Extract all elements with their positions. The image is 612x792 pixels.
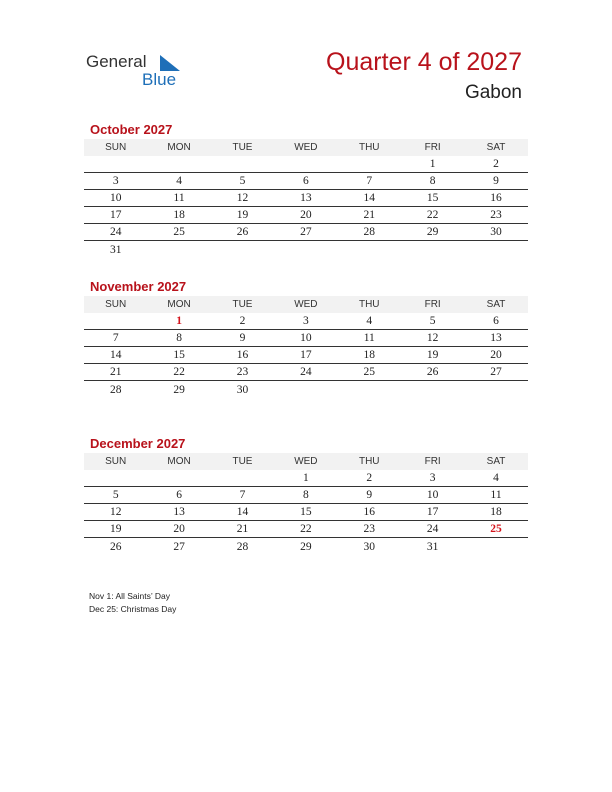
date-cell: 13 [173,506,185,518]
week-row [84,156,528,173]
month-title: November 2027 [90,279,187,294]
date-cell: 24 [109,226,122,238]
weekday-label: WED [294,299,318,310]
week-row [84,521,528,538]
date-cell: 4 [366,315,373,327]
weekday-label: THU [358,299,380,310]
weekday-label: FRI [424,456,441,467]
date-cell: 25 [173,226,185,238]
date-cell: 30 [236,383,249,396]
date-cell: 22 [426,209,439,221]
date-cell: 27 [173,540,185,553]
date-cell: 21 [109,366,122,378]
weekday-label: MON [167,299,191,310]
date-cell: 28 [236,540,249,553]
date-cell: 19 [426,349,439,361]
date-cell: 13 [300,192,312,204]
date-cell: 10 [426,489,439,501]
date-cell: 4 [176,175,182,187]
date-cell: 6 [493,315,499,327]
holiday-note: Dec 25: Christmas Day [89,603,177,614]
month-november [84,279,528,398]
logo-triangle-icon [160,55,180,71]
weekday-label: TUE [232,299,253,310]
week-row [84,330,528,347]
month-title: December 2027 [90,436,186,451]
weekday-header [84,453,528,470]
weekday-label: MON [167,142,191,153]
week-row [84,538,528,555]
date-cell: 16 [363,506,375,518]
week-row [84,173,528,190]
weekday-label: WED [294,456,318,467]
week-row [84,207,528,224]
logo [86,52,196,92]
date-cell: 10 [109,192,122,204]
date-cell: 8 [176,332,182,344]
weekday-label: MON [167,456,191,467]
date-cell: 3 [112,175,119,187]
date-cell: 9 [366,489,373,501]
date-cell: 14 [236,506,249,518]
date-cell: 26 [236,226,249,238]
weekday-label: FRI [424,299,441,310]
holiday-date: 25 [490,523,502,535]
holiday-note: Nov 1: All Saints’ Day [89,591,170,601]
date-cell: 30 [363,540,375,553]
week-row [84,224,528,241]
date-cell: 20 [490,349,502,361]
date-cell: 3 [429,472,436,484]
date-cell: 12 [426,332,439,344]
weekday-label: THU [358,142,380,153]
date-cell: 9 [493,175,499,187]
date-cell: 5 [429,315,436,327]
weekday-header [84,139,528,156]
week-row [84,487,528,504]
week-row [84,364,528,381]
weekday-label: SAT [486,299,506,310]
date-cell: 15 [426,192,439,204]
date-cell: 12 [236,192,249,204]
week-row [84,504,528,521]
date-cell: 17 [109,209,122,221]
date-cell: 6 [302,175,309,187]
date-cell: 20 [300,209,312,221]
weekday-label: TUE [232,456,253,467]
date-cell: 7 [239,489,246,501]
week-row [84,241,528,258]
date-cell: 14 [363,192,375,204]
holiday-notes [89,590,176,615]
date-cell: 24 [426,523,439,535]
date-cell: 28 [363,226,375,238]
date-cell: 8 [429,175,436,187]
date-cell: 2 [366,472,373,484]
date-cell: 26 [426,366,439,378]
page-title: Quarter 4 of 2027 [326,48,522,76]
date-cell: 7 [112,332,119,344]
weekday-label: SUN [105,142,127,153]
weekday-label: THU [358,456,380,467]
date-cell: 11 [490,489,502,501]
date-cell: 21 [236,523,249,535]
date-cell: 19 [236,209,249,221]
date-cell: 18 [490,506,502,518]
logo-general-text: General [86,52,147,71]
date-cell: 7 [366,175,373,187]
date-cell: 18 [363,349,375,361]
weekday-label: SUN [105,456,127,467]
date-cell: 11 [363,332,375,344]
date-cell: 23 [236,366,249,378]
date-cell: 22 [300,523,312,535]
date-cell: 27 [300,226,312,238]
date-cell: 20 [173,523,185,535]
weekday-label: SAT [486,142,506,153]
date-cell: 18 [173,209,185,221]
date-cell: 15 [173,349,185,361]
week-row [84,381,528,398]
date-cell: 23 [363,523,375,535]
date-cell: 24 [300,366,312,378]
date-cell: 8 [302,489,309,501]
date-cell: 5 [239,175,246,187]
date-cell: 29 [426,226,439,238]
date-cell: 19 [109,523,122,535]
date-cell: 3 [302,315,309,327]
holiday-date: 1 [176,315,182,327]
date-cell: 10 [300,332,312,344]
logo-blue-text: Blue [142,70,177,89]
date-cell: 31 [426,540,439,553]
week-row [84,313,528,330]
date-cell: 26 [109,540,122,553]
date-cell: 29 [173,383,185,396]
date-cell: 15 [300,506,312,518]
date-cell: 2 [493,158,499,170]
month-october [84,122,528,258]
weekday-header [84,296,528,313]
date-cell: 29 [300,540,312,553]
date-cell: 23 [490,209,502,221]
week-row [84,190,528,207]
date-cell: 11 [173,192,185,204]
date-cell: 27 [490,366,502,378]
week-row [84,347,528,364]
week-row [84,470,528,487]
date-cell: 1 [429,158,436,170]
date-cell: 28 [109,383,122,396]
date-cell: 13 [490,332,502,344]
date-cell: 22 [173,366,185,378]
date-cell: 16 [236,349,249,361]
date-cell: 16 [490,192,502,204]
country-name: Gabon [464,82,522,103]
weekday-label: WED [294,142,318,153]
month-december [84,436,528,555]
weekday-label: SAT [486,456,506,467]
date-cell: 6 [176,489,182,501]
date-cell: 4 [493,472,499,484]
date-cell: 1 [302,472,309,484]
date-cell: 14 [109,349,122,361]
weekday-label: TUE [232,142,253,153]
date-cell: 25 [363,366,375,378]
date-cell: 21 [363,209,375,221]
weekday-label: SUN [105,299,127,310]
date-cell: 31 [109,243,122,256]
date-cell: 12 [109,506,122,518]
date-cell: 30 [490,226,502,238]
month-title: October 2027 [90,122,173,137]
date-cell: 5 [112,489,119,501]
date-cell: 9 [239,332,246,344]
date-cell: 17 [426,506,439,518]
date-cell: 2 [239,315,246,327]
weekday-label: FRI [424,142,441,153]
date-cell: 17 [300,349,312,361]
